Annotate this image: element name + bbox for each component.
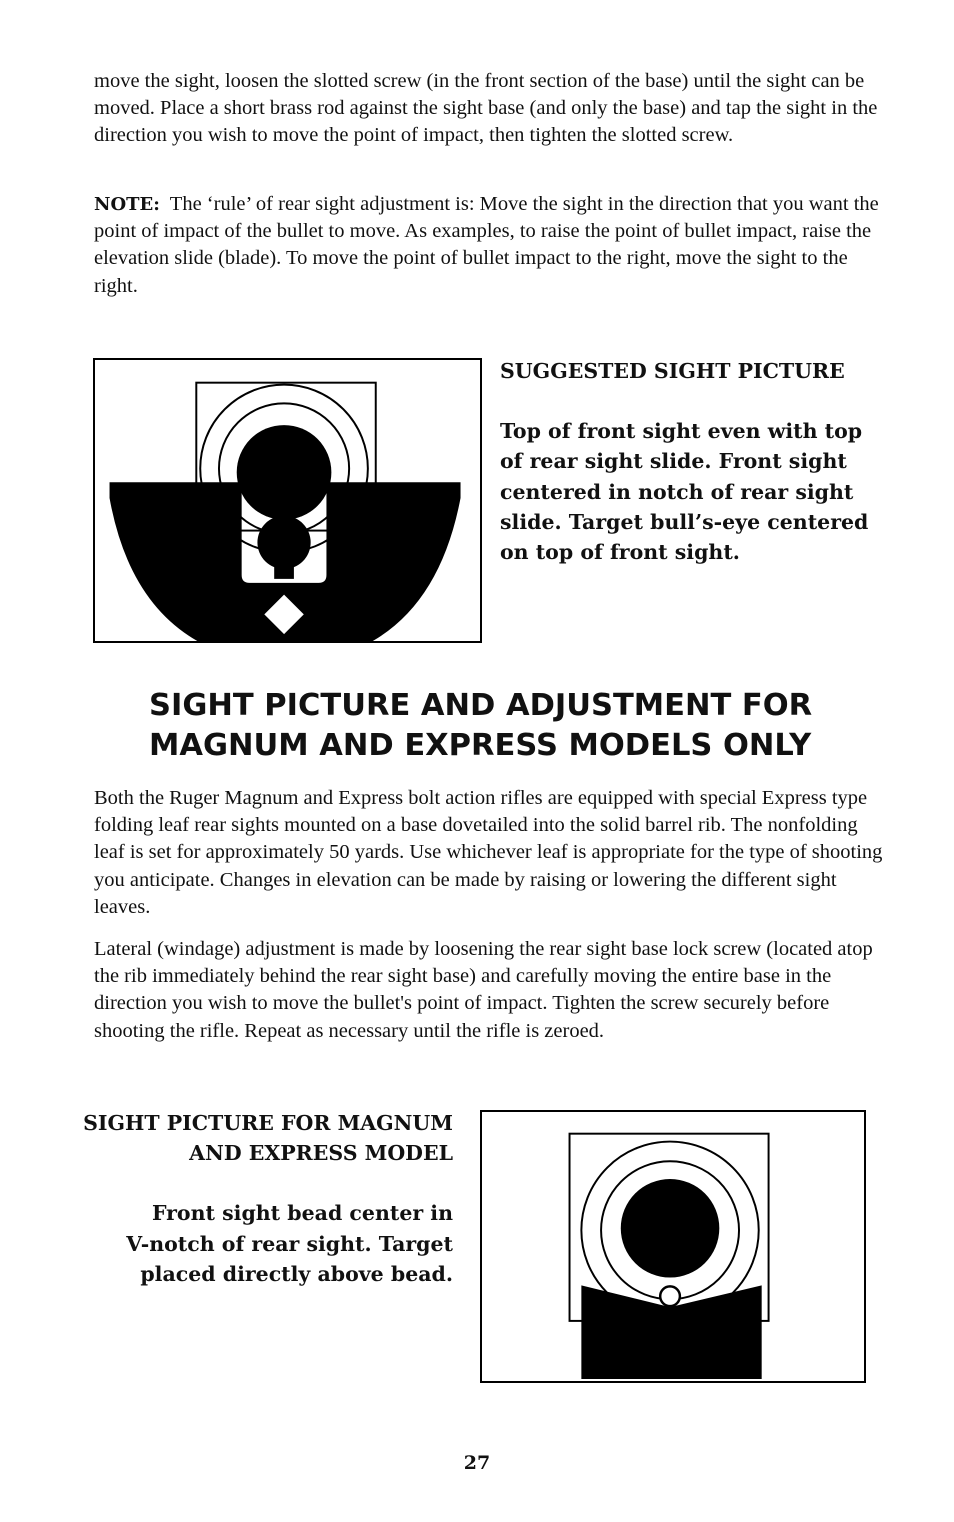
- intro-paragraph: move the sight, loosen the slotted screw (in the front section of the base) until the sight can be moved. Place a short brass rod against the sight base (and only the base) and tap the sight in the direction you wish to move the point of impact, then tighten the slotted screw.: [94, 70, 878, 147]
- section-heading-line2: MAGNUM AND EXPRESS MODELS ONLY: [149, 728, 812, 763]
- express-sight-figure: [480, 1110, 866, 1383]
- section-heading-line1: SIGHT PICTURE AND ADJUSTMENT FOR: [149, 688, 813, 723]
- figure1-caption-text: Top of front sight even with top of rear sight slide. Front sight centered in notch of rear sight slide. Target bull’s-eye centered on top of front sight.: [500, 419, 869, 565]
- page-number: 27: [463, 1452, 491, 1474]
- figure2-caption-line2: V-notch of rear sight. Target: [126, 1231, 453, 1256]
- section-heading: [149, 686, 909, 766]
- figure2-caption-line3: placed directly above bead.: [140, 1261, 453, 1286]
- notch-sight-illustration: [95, 360, 480, 641]
- figure1-title: SUGGESTED SIGHT PICTURE: [500, 359, 845, 383]
- front-sight-bead: [660, 1286, 680, 1306]
- note-label: NOTE:: [94, 194, 160, 215]
- figure2-title-line1: SIGHT PICTURE FOR MAGNUM: [83, 1111, 453, 1135]
- figure2-caption-line1: Front sight bead center in: [151, 1201, 453, 1226]
- figure2-title-line2: AND EXPRESS MODEL: [189, 1141, 453, 1166]
- figure2-caption: [60, 1108, 453, 1289]
- bulls-eye: [237, 425, 332, 520]
- note-text: The ‘rule’ of rear sight adjustment is: Move the sight in the direction that you want the point of impact of the bullet to move. As examples, to raise the point of bullet impact, raise the elevation slide (blade). To move the point of bullet impact to the right, move the sight to the right.: [94, 193, 879, 297]
- bulls-eye: [621, 1179, 720, 1278]
- v-notch-sight-illustration: [482, 1112, 864, 1381]
- front-sight-post: [274, 547, 294, 579]
- figure1-caption: [500, 356, 880, 567]
- note-paragraph: [94, 191, 884, 300]
- sight-picture-figure: [93, 358, 482, 643]
- section-paragraph-2: Lateral (windage) adjustment is made by loosening the rear sight base lock screw (located atop the rib immediately behind the rear sight base) and carefully moving the entire base in the direction you wish to move the bullet's point of impact. Tighten the screw securely before shooting the rifle. Repeat as necessary until the rifle is zeroed.: [94, 938, 873, 1042]
- section-paragraph-1: Both the Ruger Magnum and Express bolt action rifles are equipped with special Express type folding leaf rear sights mounted on a base dovetailed into the solid barrel rib. The nonfolding leaf is set for approximately 50 yards. Use whichever leaf is appropriate for the type of shooting you anticipate. Changes in elevation can be made by raising or lowering the different sight leaves.: [94, 787, 883, 918]
